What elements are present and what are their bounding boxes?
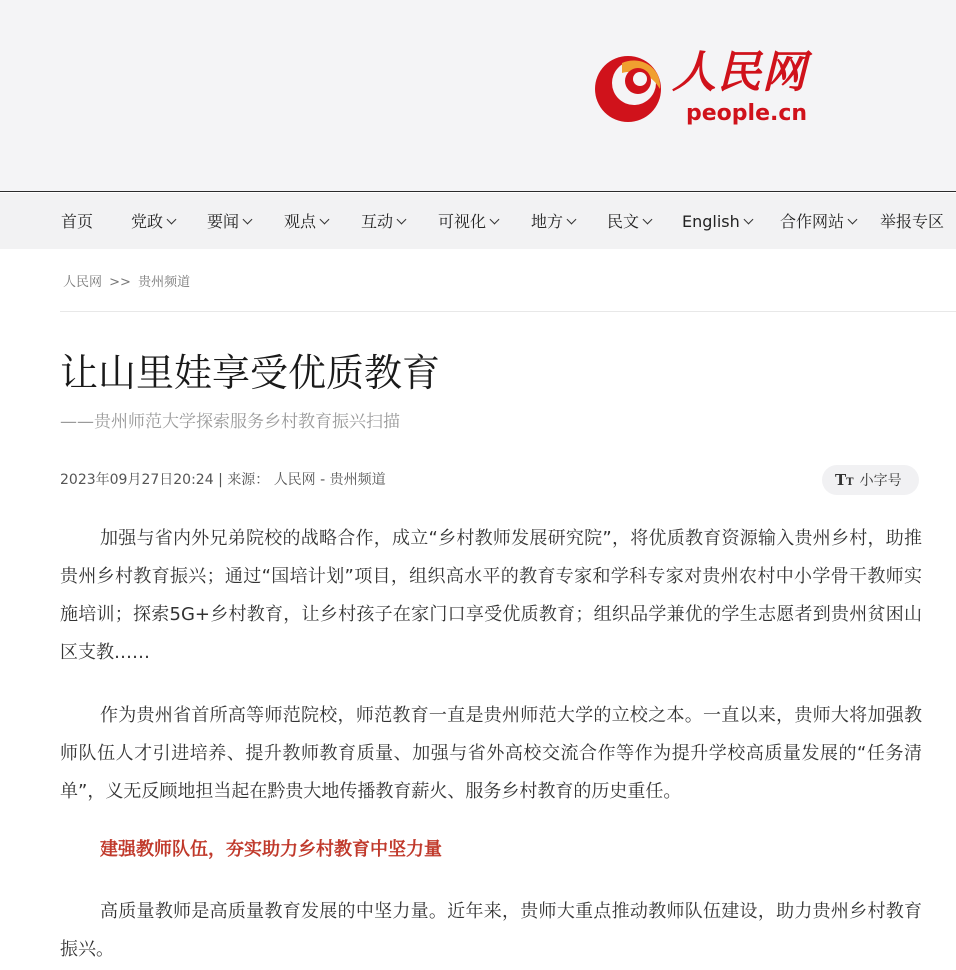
logo-chinese-text: 人民网 (672, 47, 807, 98)
breadcrumb-home-link[interactable]: 人民网 (63, 275, 103, 290)
article-paragraph: 高质量教师是高质量教育发展的中坚力量。近年来，贵师大重点推动教师队伍建设，助力贵州乡村教育振兴。 (60, 901, 922, 960)
header-banner (0, 0, 956, 192)
divider (60, 311, 956, 312)
nav-item-label: 观点 (284, 212, 317, 231)
text-size-icon: TT (835, 471, 854, 489)
nav-item-label: 可视化 (438, 212, 487, 231)
nav-item-english[interactable] (682, 193, 752, 249)
publish-datetime: 2023年09月27日20:24 (60, 472, 214, 488)
chevron-down-icon (743, 215, 753, 225)
article-title: 让山里娃享受优质教育 (60, 351, 441, 395)
font-size-toggle-button[interactable] (822, 465, 919, 495)
section-heading: 建强教师队伍，夯实助力乡村教育中坚力量 (100, 839, 442, 860)
nav-item-interaction[interactable] (361, 193, 405, 249)
source-link[interactable]: 人民网 - 贵州频道 (273, 472, 386, 488)
nav-item-label: 首页 (61, 212, 94, 231)
article-subtitle: ——贵州师范大学探索服务乡村教育振兴扫描 (60, 412, 400, 432)
source-label: | 来源： (218, 472, 270, 488)
breadcrumb-separator: >> (109, 275, 131, 290)
chevron-down-icon (643, 215, 653, 225)
nav-item-partners[interactable] (780, 193, 856, 249)
nav-item-label: 互动 (361, 212, 394, 231)
chevron-down-icon (567, 215, 577, 225)
nav-item-label: 党政 (131, 212, 164, 231)
nav-item-report[interactable] (880, 193, 944, 249)
nav-item-label: 举报专区 (880, 212, 945, 231)
font-size-toggle-label: 小字号 (859, 473, 902, 489)
breadcrumb-channel-link[interactable]: 贵州频道 (138, 275, 191, 290)
article-paragraph: 加强与省内外兄弟院校的战略合作，成立“乡村教师发展研究院”，将优质教育资源输入贵州乡村，助推贵州乡村教育振兴；通过“国培计划”项目，组织高水平的教育专家和学科专家对贵州农村中小学骨干教师实施培训；探索5G+乡村教育，让乡村孩子在家门口享受优质教育；组织品学兼优的学生志愿者到贵州贫困山区支教…… (60, 528, 922, 663)
nav-item-local[interactable] (531, 193, 575, 249)
article-paragraph: 作为贵州省首所高等师范院校，师范教育一直是贵州师范大学的立校之本。一直以来，贵师大将加强教师队伍人才引进培养、提升教师教育质量、加强与省外高校交流合作等作为提升学校高质量发展的“任务清单”，义无反顾地担当起在黔贵大地传播教育薪火、服务乡村教育的历史重任。 (60, 705, 922, 802)
nav-item-label: 地方 (531, 212, 564, 231)
chevron-down-icon (243, 215, 253, 225)
chevron-down-icon (490, 215, 500, 225)
chevron-down-icon (848, 215, 858, 225)
chevron-down-icon (320, 215, 330, 225)
chevron-down-icon (167, 215, 177, 225)
nav-item-label: English (682, 212, 740, 231)
nav-item-label: 要闻 (207, 212, 240, 231)
nav-item-ethnic[interactable] (607, 193, 651, 249)
people-logo-icon (592, 49, 668, 125)
nav-item-label: 民文 (607, 212, 640, 231)
logo-english-text: people.cn (686, 101, 808, 126)
main-nav (0, 193, 956, 249)
site-logo[interactable] (592, 45, 812, 130)
article-meta (60, 468, 386, 492)
nav-item-opinion[interactable] (284, 193, 328, 249)
nav-item-label: 合作网站 (780, 212, 845, 231)
breadcrumb (63, 271, 190, 290)
chevron-down-icon (397, 215, 407, 225)
nav-item-party[interactable] (131, 193, 175, 249)
nav-item-visualization[interactable] (438, 193, 498, 249)
nav-item-home[interactable] (61, 193, 93, 249)
nav-item-news[interactable] (207, 193, 251, 249)
